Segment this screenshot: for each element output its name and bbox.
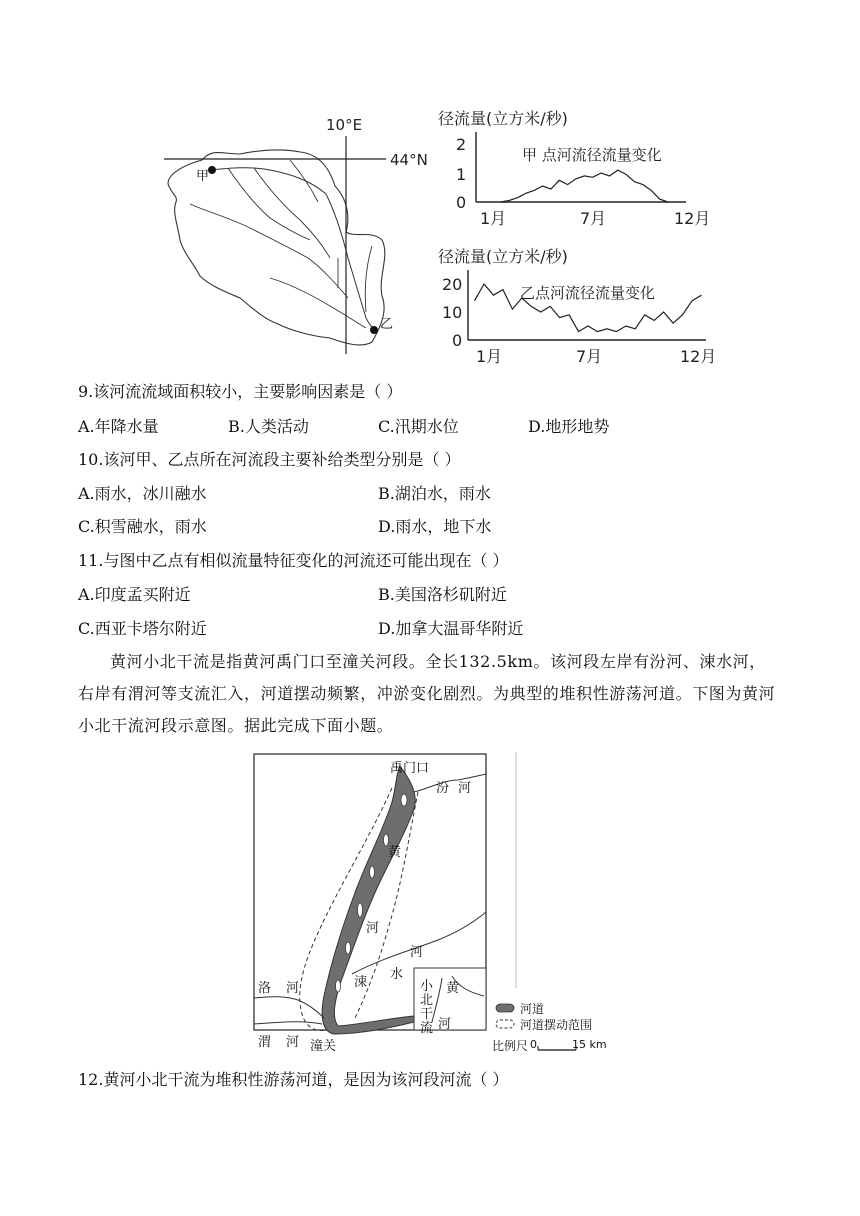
legend-swing-label: 河道摆动范围	[520, 1018, 593, 1032]
label-huang-he: 河	[366, 921, 380, 936]
chart-a-ylabel: 径流量(立方米/秒)	[438, 109, 568, 128]
label-luo: 洛	[258, 981, 272, 996]
chart-b-ylabel: 径流量(立方米/秒)	[438, 247, 568, 266]
tributary	[190, 204, 348, 298]
chart-b-ytick: 20	[442, 275, 463, 294]
label-su-he: 河	[410, 945, 424, 960]
question-11-stem: 11.与图中乙点有相似流量特征变化的河流还可能出现在（ ）	[78, 551, 509, 570]
question-9-option-b: B.人类活动	[228, 417, 309, 436]
label-yumenkou: 禹门口	[390, 761, 430, 776]
yellow-river-map	[252, 752, 622, 1060]
question-11-option-d: D.加拿大温哥华附近	[378, 619, 524, 638]
chart-a-ytick: 1	[456, 165, 467, 184]
chart-a-title: 甲 点河流径流量变化	[522, 146, 662, 164]
chart-b-runoff	[436, 242, 726, 370]
tributary	[290, 160, 318, 202]
sandbar	[401, 794, 407, 806]
inset-label-c2: 北	[420, 993, 434, 1008]
inset-label-huang: 黄	[446, 981, 460, 996]
chart-a-xtick: 7月	[580, 209, 607, 228]
point-b-label: 乙	[380, 317, 394, 332]
inset-label-c3: 干	[420, 1007, 434, 1022]
point-b-marker	[370, 326, 378, 334]
wei-river	[254, 1022, 322, 1024]
luo-river	[254, 997, 324, 1018]
chart-b-xtick: 12月	[680, 347, 717, 366]
tributary	[270, 278, 366, 328]
question-10-option-b: B.湖泊水，雨水	[378, 484, 491, 503]
inset-label-c4: 流	[420, 1021, 434, 1036]
legend-scale-value: 15 km	[572, 1038, 607, 1051]
question-10-option-c: C.积雪融水，雨水	[78, 517, 207, 536]
question-9-option-d: D.地形地势	[528, 417, 610, 436]
passage-text: 黄河小北干流是指黄河禹门口至潼关河段。全长132.5km。该河段左岸有汾河、涑水河，右岸有渭河等支流汇入，河道摆动频繁，冲淤变化剧烈。为典型的堆积性游荡河道。下图为黄河小北干流河段示意图。据此完成下面小题。	[78, 652, 776, 735]
question-10-option-d: D.雨水，地下水	[378, 517, 492, 536]
label-fen: 汾	[436, 781, 450, 796]
legend-swing-symbol	[496, 1020, 514, 1028]
question-9-option-a: A.年降水量	[78, 417, 159, 436]
chart-b-xtick: 7月	[576, 347, 603, 366]
chart-a-ytick: 2	[456, 135, 467, 154]
sandbar	[370, 866, 375, 878]
river-channel	[322, 766, 415, 1034]
fen-river	[414, 774, 486, 792]
label-huang: 黄	[388, 845, 402, 860]
label-wei: 渭	[258, 1035, 272, 1050]
legend-scale-zero: 0	[530, 1038, 537, 1051]
chart-a-ytick: 0	[456, 193, 467, 212]
question-11-option-a: A.印度孟买附近	[78, 585, 191, 604]
sandbar	[346, 942, 351, 954]
river-basin-map	[150, 108, 440, 356]
question-11-option-c: C.西亚卡塔尔附近	[78, 619, 207, 638]
label-luo-he: 河	[286, 981, 300, 996]
question-12-stem: 12.黄河小北干流为堆积性游荡河道，是因为该河段河流（ ）	[78, 1070, 509, 1089]
legend-channel-symbol	[496, 1004, 514, 1012]
chart-a-xtick: 12月	[674, 209, 711, 228]
tributary	[254, 168, 330, 258]
point-a-label: 甲	[196, 169, 210, 184]
sandbar	[336, 980, 341, 992]
chart-b-title: 乙点河流径流量变化	[520, 284, 656, 302]
longitude-label: 10°E	[326, 116, 363, 134]
chart-b-ytick: 10	[442, 303, 463, 322]
chart-b-xtick: 1月	[476, 347, 503, 366]
sandbar	[358, 903, 363, 917]
chart-a-series-line	[501, 170, 668, 202]
tributary	[365, 246, 372, 312]
latitude-label: 44°N	[390, 151, 428, 169]
question-10-stem: 10.该河甲、乙点所在河流段主要补给类型分别是（ ）	[78, 450, 461, 469]
question-9-stem: 9.该河流流域面积较小，主要影响因素是（ ）	[78, 382, 403, 401]
point-a-marker	[208, 166, 216, 174]
legend-channel-label: 河道	[520, 1002, 545, 1016]
inset-label-c1: 小	[420, 979, 434, 994]
question-9-option-c: C.汛期水位	[378, 417, 459, 436]
label-tongguan: 潼关	[310, 1039, 337, 1054]
label-wei-he: 河	[286, 1035, 300, 1050]
inset-label-he: 河	[438, 1017, 452, 1032]
label-fen-he: 河	[458, 781, 472, 796]
question-10-option-a: A.雨水，冰川融水	[78, 484, 207, 503]
question-11-option-b: B.美国洛杉矶附近	[378, 585, 507, 604]
chart-a-runoff	[436, 104, 726, 232]
legend-scale-label: 比例尺	[492, 1039, 529, 1053]
main-river	[210, 168, 376, 330]
label-su-shui: 水	[390, 967, 404, 982]
chart-a-xtick: 1月	[480, 209, 507, 228]
tributary	[228, 168, 310, 240]
label-su: 涑	[354, 975, 368, 990]
chart-b-ytick: 0	[452, 331, 463, 350]
